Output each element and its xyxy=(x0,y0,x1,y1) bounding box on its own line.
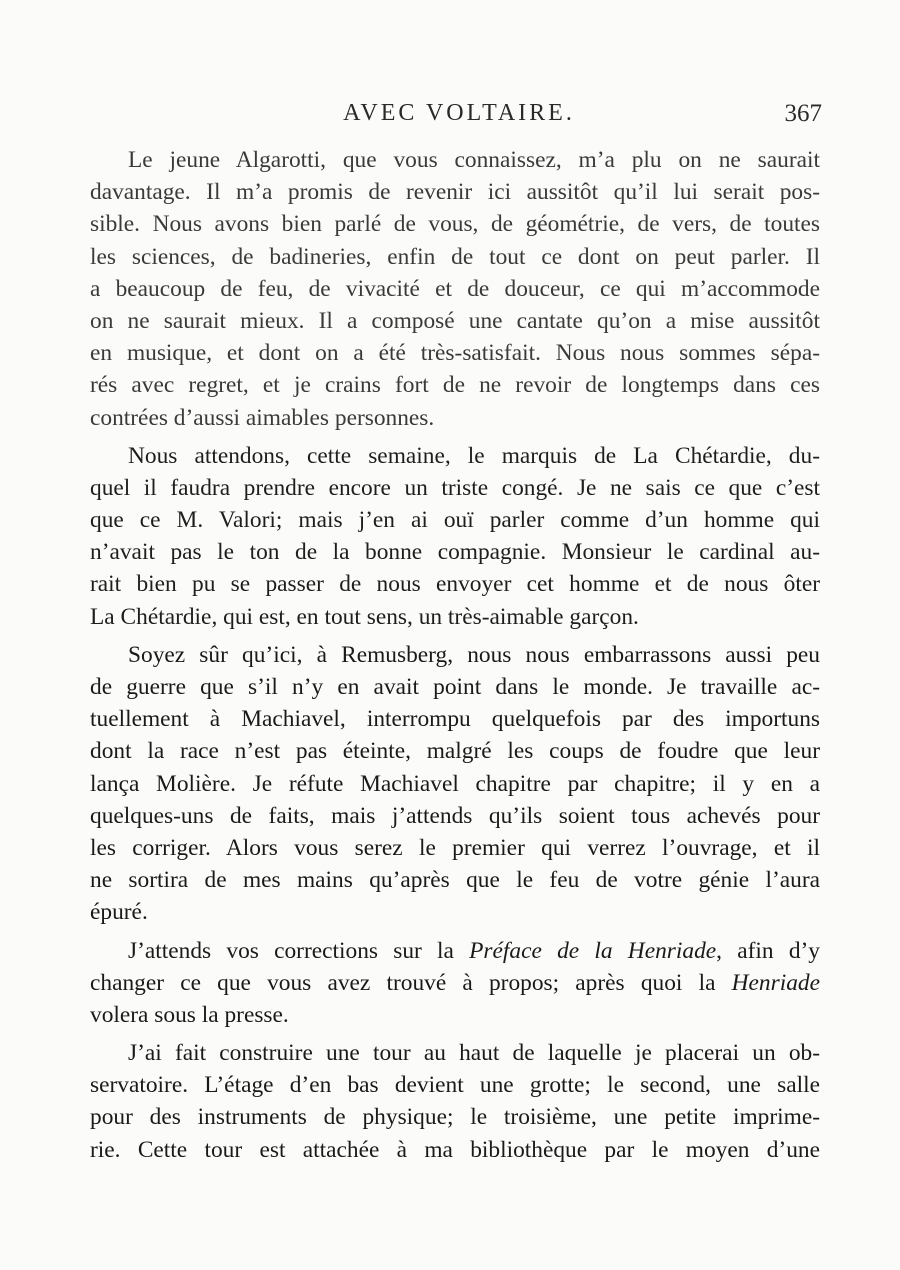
text-line: pour des instruments de physique; le troisième, une petite imprime- xyxy=(90,1104,820,1131)
text-line: Soyez sûr qu’ici, à Remusberg, nous nous embarrassons aussi peu xyxy=(128,641,820,668)
text-segment: changer ce que vous avez trouvé à propos; après quoi la xyxy=(90,969,732,996)
text-line: contrées d’aussi aimables personnes. xyxy=(90,404,435,431)
text-line: rie. Cette tour est attachée à ma bibliothèque par le moyen d’une xyxy=(90,1136,820,1163)
text-segment: J’attends vos corrections sur la xyxy=(128,937,470,964)
text-line: rait bien pu se passer de nous envoyer cet homme et de nous ôter xyxy=(90,571,820,598)
paragraph-2 xyxy=(90,440,820,633)
running-head xyxy=(0,100,900,136)
text-line: on ne saurait mieux. Il a composé une cantate qu’on a mise aussitôt xyxy=(90,307,820,334)
text-line: les corriger. Alors vous serez le premier qui verrez l’ouvrage, et il xyxy=(90,834,820,861)
text-line: volera sous la presse. xyxy=(90,1001,289,1028)
text-line xyxy=(90,935,820,967)
text-line: Le jeune Algarotti, que vous connaissez, m’a plu on ne saurait xyxy=(128,147,820,173)
body-text xyxy=(90,144,820,1166)
page-number: 367 xyxy=(784,100,822,127)
paragraph-5 xyxy=(90,1037,820,1166)
text-line: dont la race n’est pas éteinte, malgré les coups de foudre que leur xyxy=(90,738,820,765)
paragraph-3 xyxy=(90,639,820,929)
text-line: J’ai fait construire une tour au haut de laquelle je placerai un ob- xyxy=(128,1040,820,1067)
paragraph-1 xyxy=(90,144,820,434)
text-line: épuré. xyxy=(90,899,148,926)
text-line: quelques-uns de faits, mais j’attends qu’ils soient tous achevés pour xyxy=(90,802,820,829)
text-line: rés avec regret, et je crains fort de ne revoir de longtemps dans ces xyxy=(90,372,820,399)
paragraph-4 xyxy=(90,935,820,1032)
text-line: n’avait pas le ton de la bonne compagnie. Monsieur le cardinal au- xyxy=(90,539,820,566)
text-line: en musique, et dont on a été très-satisfait. Nous nous sommes sépa- xyxy=(90,340,820,367)
text-segment: , afin d’y xyxy=(716,937,820,964)
text-line: de guerre que s’il n’y en avait point dans le monde. Je travaille ac- xyxy=(90,674,820,700)
text-line: La Chétardie, qui est, en tout sens, un très-aimable garçon. xyxy=(90,603,639,630)
text-line: sible. Nous avons bien parlé de vous, de géométrie, de vers, de toutes xyxy=(90,211,820,238)
text-line: tuellement à Machiavel, interrompu quelquefois par des importuns xyxy=(90,706,820,733)
text-line: les sciences, de badineries, enfin de tout ce dont on peut parler. Il xyxy=(90,243,820,270)
text-line: a beaucoup de feu, de vivacité et de douceur, ce qui m’accommode xyxy=(90,275,820,302)
text-line: lança Molière. Je réfute Machiavel chapitre par chapitre; il y en a xyxy=(90,770,820,797)
text-line: que ce M. Valori; mais j’en ai ouï parler comme d’un homme qui xyxy=(90,507,820,534)
text-line: ne sortira de mes mains qu’après que le feu de votre génie l’aura xyxy=(90,867,820,894)
text-line: servatoire. L’étage d’en bas devient une grotte; le second, une salle xyxy=(90,1072,820,1099)
italic-title: Préface de la Henriade xyxy=(469,937,717,964)
running-title: AVEC VOLTAIRE. xyxy=(343,100,575,126)
text-line: quel il faudra prendre encore un triste congé. Je ne sais ce que c’est xyxy=(90,474,820,501)
text-line: davantage. Il m’a promis de revenir ici aussitôt qu’il lui serait pos- xyxy=(90,179,820,206)
text-line: Nous attendons, cette semaine, le marquis de La Chétardie, du- xyxy=(128,442,820,469)
text-line xyxy=(90,967,820,999)
italic-title: Henriade xyxy=(731,969,820,996)
